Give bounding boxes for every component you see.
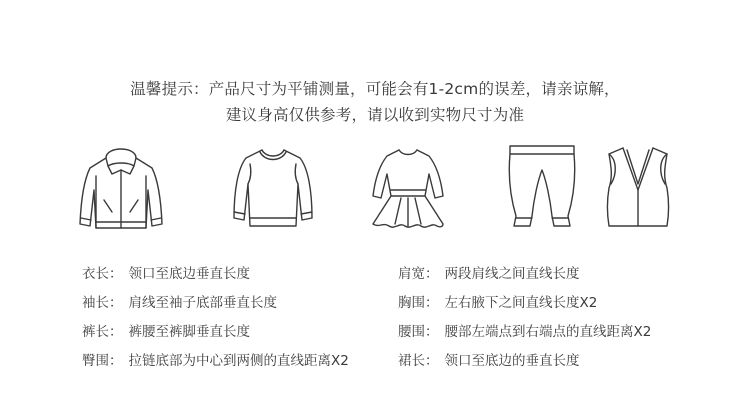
spec-coat-length [82, 262, 250, 282]
sweatshirt-icon [228, 140, 318, 230]
dress-icon [363, 140, 453, 230]
spec-text: 左右腋下之间直线长度X2 [444, 295, 598, 311]
spec-label: 胸围： [398, 295, 439, 311]
spec-label: 裙长： [398, 353, 439, 369]
spec-label: 肩宽： [398, 266, 439, 282]
spec-text: 领口至底边的垂直长度 [444, 353, 580, 369]
notice-line-2: 建议身高仅供参考，请以收到实物尺寸为准 [225, 106, 525, 124]
spec-text: 裤腰至裤脚垂直长度 [128, 324, 250, 340]
spec-hip [82, 349, 349, 369]
spec-label: 裤长： [82, 324, 123, 340]
spec-pants-length [82, 320, 250, 340]
spec-waist [398, 320, 651, 340]
spec-text: 拉链底部为中心到两侧的直线距离X2 [128, 353, 349, 369]
vest-icon [603, 140, 673, 230]
spec-label: 臀围： [82, 353, 123, 369]
pants-icon [502, 140, 582, 230]
spec-text: 两段肩线之间直线长度 [444, 266, 580, 282]
spec-shoulder-width [398, 262, 580, 282]
spec-text: 肩线至袖子底部垂直长度 [128, 295, 277, 311]
spec-chest [398, 291, 597, 311]
spec-text: 领口至底边垂直长度 [128, 266, 250, 282]
spec-sleeve-length [82, 291, 277, 311]
notice-line-1: 温馨提示：产品尺寸为平铺测量，可能会有1-2cm的误差，请亲谅解， [130, 80, 620, 98]
spec-label: 袖长： [82, 295, 123, 311]
spec-label: 衣长： [82, 266, 123, 282]
spec-label: 腰围： [398, 324, 439, 340]
spec-skirt-length [398, 349, 580, 369]
garment-icons [0, 140, 750, 240]
hooded-jacket-icon [76, 140, 166, 230]
notice [0, 76, 750, 128]
spec-text: 腰部左端点到右端点的直线距离X2 [444, 324, 652, 340]
